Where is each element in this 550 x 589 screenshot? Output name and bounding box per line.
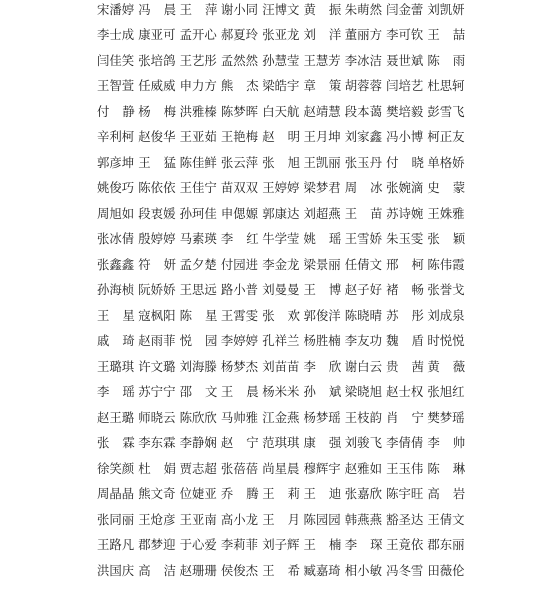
name-cell: 张颖 [427,231,479,247]
name-cell: 康亚可 [138,27,176,43]
name-cell: 陈晓晴 [344,307,382,323]
name-cell: 付静 [97,103,148,119]
name-cell: 刘曼曼 [262,282,300,298]
name-cell: 王霄雯 [220,307,259,323]
name-cell: 苏诗婉 [386,205,424,221]
name-cell: 王月 [262,511,313,527]
name-cell: 王佳宁 [179,180,217,196]
name-cell: 王希 [262,562,313,578]
name-cell: 江金燕 [262,409,300,425]
name-cell: 乔腾 [220,486,272,502]
name-cell: 杨梅 [138,103,190,119]
name-cell: 王星 [97,307,148,323]
name-row [97,457,479,481]
name-row [97,100,465,124]
name-cell: 刘洋 [303,27,355,43]
name-cell: 付晓 [386,154,437,170]
name-cell: 王艳梅 [220,129,259,145]
name-cell: 张玉丹 [344,154,382,170]
name-cell: 赵子好 [344,282,382,298]
name-cell: 谢白云 [344,358,382,374]
name-cell: 王晨 [220,384,272,400]
name-cell: 朱玉雯 [386,231,424,247]
name-cell: 高洁 [138,562,190,578]
name-row [97,533,465,557]
name-cell: 寇枫阳 [138,307,176,323]
name-cell: 刘超燕 [303,205,341,221]
name-cell: 赵珊珊 [179,562,217,578]
name-cell: 陈琳 [427,460,479,476]
name-cell: 贵茜 [386,358,437,374]
name-cell: 王枝韵 [344,409,382,425]
name-row [97,23,479,47]
name-cell: 白天航 [262,103,300,119]
name-cell: 王凯丽 [303,154,341,170]
name-cell: 周晶晶 [97,486,135,502]
name-cell: 王慧芳 [303,52,341,68]
name-cell: 陈依依 [138,180,176,196]
name-cell: 梁景丽 [303,256,341,272]
name-cell: 王倩文 [427,511,465,527]
name-cell: 周旭如 [97,205,135,221]
name-cell: 王楠 [303,537,355,553]
name-cell: 刘家鑫 [344,129,382,145]
name-cell: 李婷婷 [220,333,259,349]
name-cell: 王艺彤 [179,52,217,68]
name-cell: 赵靖慧 [303,103,341,119]
name-cell: 史蒙 [427,180,479,196]
name-cell: 王萍 [179,2,231,17]
name-cell: 朱萌然 [344,2,382,17]
name-cell: 付园进 [220,256,259,272]
name-cell: 高小龙 [220,511,259,527]
name-cell: 戚琦 [97,333,148,349]
name-cell: 赵明 [262,129,313,145]
name-cell: 许文璐 [138,358,176,374]
name-cell: 周冰 [344,180,396,196]
name-cell: 郭俊洋 [303,307,341,323]
name-row [97,151,465,175]
name-cell: 苗双双 [220,180,259,196]
name-cell: 郭彦坤 [97,154,135,170]
name-row [97,304,465,328]
name-cell: 苏宁宁 [138,384,176,400]
name-cell: 王亚茹 [179,129,217,145]
name-cell: 李倩倩 [386,435,424,451]
name-cell: 孙珂佳 [179,205,217,221]
name-cell: 王姝雅 [427,205,465,221]
name-cell: 赵宁 [220,435,272,451]
name-cell: 张鑫鑫 [97,256,135,272]
name-cell: 汪博文 [262,2,300,17]
name-cell: 冯冬雪 [386,562,424,578]
name-cell: 樊培毅 [386,103,424,119]
name-cell: 刘凯妍 [427,2,465,17]
name-cell: 尚星晨 [262,460,300,476]
name-cell: 穆辉宇 [303,460,341,476]
name-cell: 张嘉欣 [344,486,382,502]
name-cell: 陈欣欣 [179,409,217,425]
name-cell: 牛学莹 [262,231,300,247]
name-cell: 洪雅榛 [179,103,217,119]
name-row [97,278,465,302]
name-cell: 刘骏飞 [344,435,382,451]
name-cell: 张云萍 [220,154,259,170]
name-cell: 申偲嫄 [220,205,259,221]
name-cell: 洪国庆 [97,562,135,578]
name-cell: 王苗 [344,205,396,221]
name-cell: 闫金蕾 [386,2,424,17]
name-cell: 师晓云 [138,409,176,425]
name-cell: 孟然然 [220,52,259,68]
name-cell: 孟开心 [179,27,217,43]
name-cell: 冯晨 [138,2,190,17]
name-cell: 张冰倩 [97,231,135,247]
name-cell: 彭雪飞 [427,103,465,119]
name-row [97,380,465,404]
name-cell: 范琪琪 [262,435,300,451]
name-cell: 杨梦瑶 [303,409,341,425]
name-cell: 申力方 [179,78,217,94]
name-cell: 陈伟霞 [427,256,465,272]
name-cell: 郭康达 [262,205,300,221]
name-cell: 梁晓旭 [344,384,382,400]
name-row [97,49,479,73]
name-cell: 康强 [303,435,355,451]
name-cell: 王猛 [138,154,190,170]
name-cell: 姚俊巧 [97,180,135,196]
name-cell: 段衷媛 [138,205,176,221]
name-cell: 李帅 [427,435,479,451]
name-row [97,202,465,226]
name-cell: 张霖 [97,435,148,451]
name-cell: 李静娴 [179,435,217,451]
name-cell: 李友功 [344,333,382,349]
name-cell: 位婕亚 [179,486,217,502]
name-cell: 闫佳笑 [97,52,135,68]
name-cell: 任倩文 [344,256,382,272]
name-cell: 胡蓉蓉 [344,78,382,94]
name-cell: 陈梦晖 [220,103,259,119]
name-cell: 陈园园 [303,511,341,527]
name-cell: 陈佳鲜 [179,154,217,170]
name-cell: 王迪 [303,486,355,502]
name-cell: 杨米米 [262,384,300,400]
name-cell: 于心爱 [179,537,217,553]
name-cell: 孔祥兰 [262,333,300,349]
name-cell: 郡梦迎 [138,537,176,553]
name-cell: 豁圣达 [386,511,424,527]
name-cell: 郡东丽 [427,537,465,553]
name-cell: 张同丽 [97,511,135,527]
name-cell: 李东霖 [138,435,176,451]
name-cell: 肖宁 [386,409,437,425]
name-cell: 王喆 [427,27,479,43]
name-cell: 徐笑颜 [97,460,135,476]
name-cell: 刘海滕 [179,358,217,374]
name-cell: 李莉菲 [220,537,259,553]
name-cell: 杜娟 [138,460,190,476]
name-row [97,355,479,379]
name-cell: 孙斌 [303,384,355,400]
name-cell: 魏盾 [386,333,437,349]
name-cell: 熊杰 [220,78,272,94]
name-cell: 韩燕燕 [344,511,382,527]
name-cell: 任威威 [138,78,176,94]
name-row [97,482,479,506]
name-cell: 杨胜楠 [303,333,341,349]
name-cell: 王炝彦 [138,511,176,527]
name-cell: 陈宇旺 [386,486,424,502]
name-cell: 张誉戈 [427,282,465,298]
name-cell: 臧嘉琦 [303,562,341,578]
name-cell: 陈星 [179,307,231,323]
name-cell: 聂世斌 [386,52,424,68]
name-cell: 李可钦 [386,27,424,43]
name-cell: 张培鸽 [138,52,176,68]
name-cell: 谢小同 [220,2,259,17]
name-cell: 王雪娇 [344,231,382,247]
name-cell: 路小普 [220,282,259,298]
name-cell: 张旭红 [427,384,465,400]
name-cell: 殷婷婷 [138,231,176,247]
name-cell: 赵王璐 [97,409,135,425]
name-cell: 樊梦瑶 [427,409,465,425]
name-cell: 姚瑶 [303,231,355,247]
name-row [97,253,465,277]
name-cell: 张蓓蓓 [220,460,259,476]
name-row [97,176,479,200]
name-cell: 刘子辉 [262,537,300,553]
name-cell: 符妍 [138,256,190,272]
name-cell: 张旭 [262,154,313,170]
name-cell: 李琛 [344,537,396,553]
name-cell: 李冰洁 [344,52,382,68]
name-cell: 悦园 [179,333,231,349]
name-cell: 孙海桢 [97,282,135,298]
name-row [97,431,479,455]
name-cell: 赵俊华 [138,129,176,145]
name-cell: 柯正友 [427,129,465,145]
name-cell: 王璐琪 [97,358,135,374]
name-cell: 张亚龙 [262,27,300,43]
name-cell: 李士成 [97,27,135,43]
name-cell: 马素瑛 [179,231,217,247]
name-cell: 梁梦君 [303,180,341,196]
name-cell: 苏彤 [386,307,437,323]
name-cell: 相小敏 [344,562,382,578]
name-cell: 杨梦杰 [220,358,259,374]
name-row [97,227,479,251]
name-cell: 王月坤 [303,129,341,145]
name-cell: 章策 [303,78,355,94]
name-cell: 王莉 [262,486,313,502]
name-cell: 张婉滴 [386,180,424,196]
name-cell: 董丽方 [344,27,382,43]
name-cell: 刘成泉 [427,307,465,323]
name-cell: 孙慧莹 [262,52,300,68]
name-cell: 熊文奇 [138,486,176,502]
name-cell: 高岩 [427,486,479,502]
name-cell: 黄薇 [427,358,479,374]
name-row [97,559,465,583]
name-cell: 冯小博 [386,129,424,145]
name-cell: 赵雨菲 [138,333,176,349]
name-cell: 田薇伦 [427,562,465,578]
name-cell: 王玉伟 [386,460,424,476]
name-cell: 李欣 [303,358,355,374]
name-cell: 郝夏玲 [220,27,259,43]
name-cell: 王竟依 [386,537,424,553]
name-cell: 邢柯 [386,256,437,272]
name-cell: 王博 [303,282,355,298]
name-row [97,125,465,149]
name-cell: 王智萱 [97,78,135,94]
name-cell: 张欢 [262,307,313,323]
name-cell: 刘苗苗 [262,358,300,374]
name-cell: 王婷婷 [262,180,300,196]
name-cell: 梁皓宇 [262,78,300,94]
name-cell: 段本蔼 [344,103,382,119]
name-cell: 赵雅如 [344,460,382,476]
name-cell: 辛利柯 [97,129,135,145]
name-row [97,0,465,22]
name-cell: 李瑶 [97,384,148,400]
name-cell: 王思远 [179,282,217,298]
name-cell: 时悦悦 [427,333,465,349]
name-cell: 黄振 [303,2,355,17]
name-cell: 贾志超 [179,460,217,476]
name-row [97,508,465,532]
name-cell: 宋潘婷 [97,2,135,17]
name-cell: 陈雨 [427,52,479,68]
name-cell: 孟夕楚 [179,256,217,272]
name-cell: 邵文 [179,384,231,400]
name-cell: 李金龙 [262,256,300,272]
name-cell: 阮娇娇 [138,282,176,298]
name-cell: 王亚南 [179,511,217,527]
name-cell: 马帅雅 [220,409,259,425]
name-cell: 赵士权 [386,384,424,400]
name-cell: 李红 [220,231,272,247]
name-cell: 单格娇 [427,154,465,170]
name-row [97,74,465,98]
name-cell: 王路凡 [97,537,135,553]
name-cell: 杜思轲 [427,78,465,94]
name-cell: 闫培艺 [386,78,424,94]
name-row [97,329,465,353]
name-row [97,406,465,430]
name-cell: 褚畅 [386,282,437,298]
name-cell: 侯俊杰 [220,562,259,578]
